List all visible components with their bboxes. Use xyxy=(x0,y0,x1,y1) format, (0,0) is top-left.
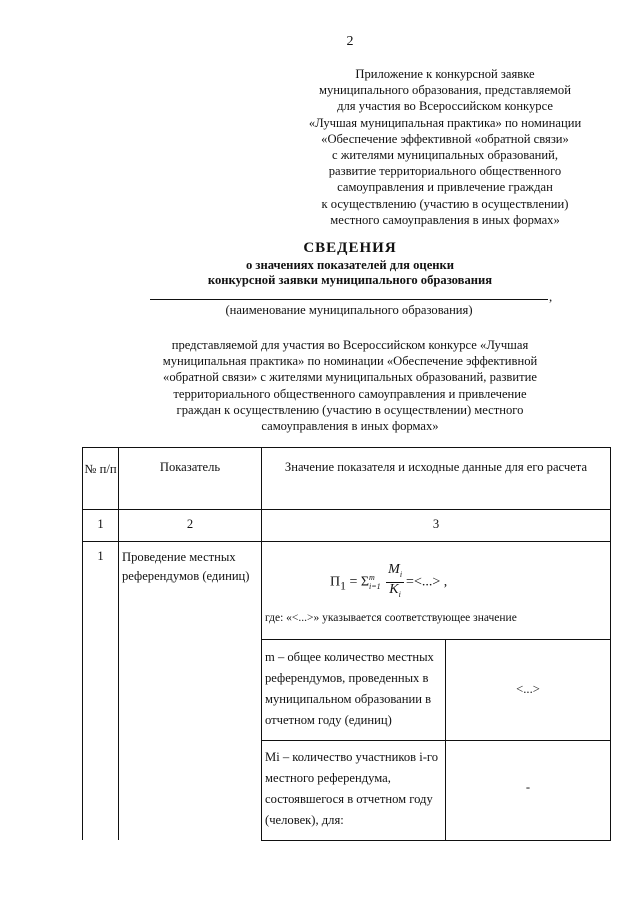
name-comma: , xyxy=(549,289,553,304)
header-indicator: Показатель xyxy=(159,460,221,474)
appendix-line: муниципального образования, представляемой xyxy=(319,83,571,98)
where-note: где: «<...>» указывается соответствующее значение xyxy=(265,612,517,624)
intro-line: территориального общественного самоуправления и привлечение xyxy=(173,386,527,401)
column-number: 2 xyxy=(186,517,194,531)
table-border-right xyxy=(610,447,611,840)
table-rule xyxy=(261,639,611,640)
formula-numerator: M xyxy=(388,562,400,577)
document-title: СВЕДЕНИЯ xyxy=(303,240,397,256)
column-number: 3 xyxy=(432,517,440,531)
formula-denominator: K xyxy=(389,581,399,597)
sub-row-text: Mi – количество участников i-го местного референдума, состоявшегося в отчетном году (человек), для: xyxy=(265,750,439,827)
intro-line: «обратной связи» с жителями муниципальных образований, развитие xyxy=(163,370,537,385)
formula-tail: =<...> , xyxy=(406,574,448,590)
formula xyxy=(330,563,447,602)
header-value: Значение показателя и исходные данные для его расчета xyxy=(284,460,588,474)
intro-paragraph xyxy=(120,337,580,434)
intro-line: муниципальная практика» по номинации «Обеспечение эффективной xyxy=(162,354,538,369)
municipality-name-caption: (наименование муниципального образования) xyxy=(225,303,473,317)
formula-lhs: П xyxy=(330,574,341,590)
formula-eq: = xyxy=(345,574,361,590)
appendix-line: «Обеспечение эффективной «обратной связи» xyxy=(321,131,569,146)
formula-denominator-sub: i xyxy=(398,589,401,599)
document-subtitle xyxy=(0,258,640,288)
appendix-line: развитие территориального общественного xyxy=(328,164,562,179)
sub-row-value: <...> xyxy=(516,682,540,696)
appendix-line: местного самоуправления в иных формах» xyxy=(330,212,560,227)
sub-row-text: m – общее количество местных референдумов, проведенных в муниципальном образовании в отчетном году (единиц) xyxy=(265,650,434,727)
formula-fraction xyxy=(386,563,404,602)
formula-numerator-sub: i xyxy=(399,569,403,579)
intro-line: представляемой для участия во Всероссийском конкурсе «Лучшая xyxy=(171,338,529,352)
intro-line: самоуправления в иных формах» xyxy=(261,419,439,434)
appendix-line: «Лучшая муниципальная практика» по номинации xyxy=(308,115,582,130)
formula-lhs-sub: 1 xyxy=(340,579,346,593)
page-number: 2 xyxy=(346,34,354,49)
intro-line: граждан к осуществлению (участию в осуществлении) местного xyxy=(176,402,524,417)
appendix-note xyxy=(290,66,600,228)
table-border-left xyxy=(82,447,83,840)
row-num: 1 xyxy=(97,549,104,563)
formula-sum: Σ xyxy=(360,574,370,590)
table-rule xyxy=(261,840,611,841)
table-rule xyxy=(261,447,262,840)
appendix-line: для участия во Всероссийском конкурсе xyxy=(337,99,553,114)
municipality-name-field-line xyxy=(150,299,548,300)
subtitle-line: конкурсной заявки муниципального образования xyxy=(207,273,493,287)
appendix-line: с жителями муниципальных образований, xyxy=(331,148,559,163)
column-number: 1 xyxy=(97,517,104,531)
row-indicator: Проведение местных референдумов (единиц) xyxy=(122,550,250,583)
appendix-line: к осуществлению (участию в осуществлении) xyxy=(321,196,569,211)
appendix-line: самоуправления и привлечение граждан xyxy=(337,180,553,195)
table-rule xyxy=(261,740,611,741)
table-rule xyxy=(445,639,446,840)
table-rule xyxy=(118,447,119,840)
table-rule xyxy=(82,541,611,542)
formula-sum-upper: m xyxy=(369,573,375,583)
table-rule xyxy=(82,509,611,510)
sub-row-value: - xyxy=(525,780,531,794)
table-border-top xyxy=(82,447,611,448)
formula-sum-lower: i=1 xyxy=(369,582,381,592)
appendix-line: Приложение к конкурсной заявке xyxy=(355,67,535,81)
subtitle-line: о значениях показателей для оценки xyxy=(245,258,455,272)
header-num: № п/п xyxy=(84,462,117,476)
